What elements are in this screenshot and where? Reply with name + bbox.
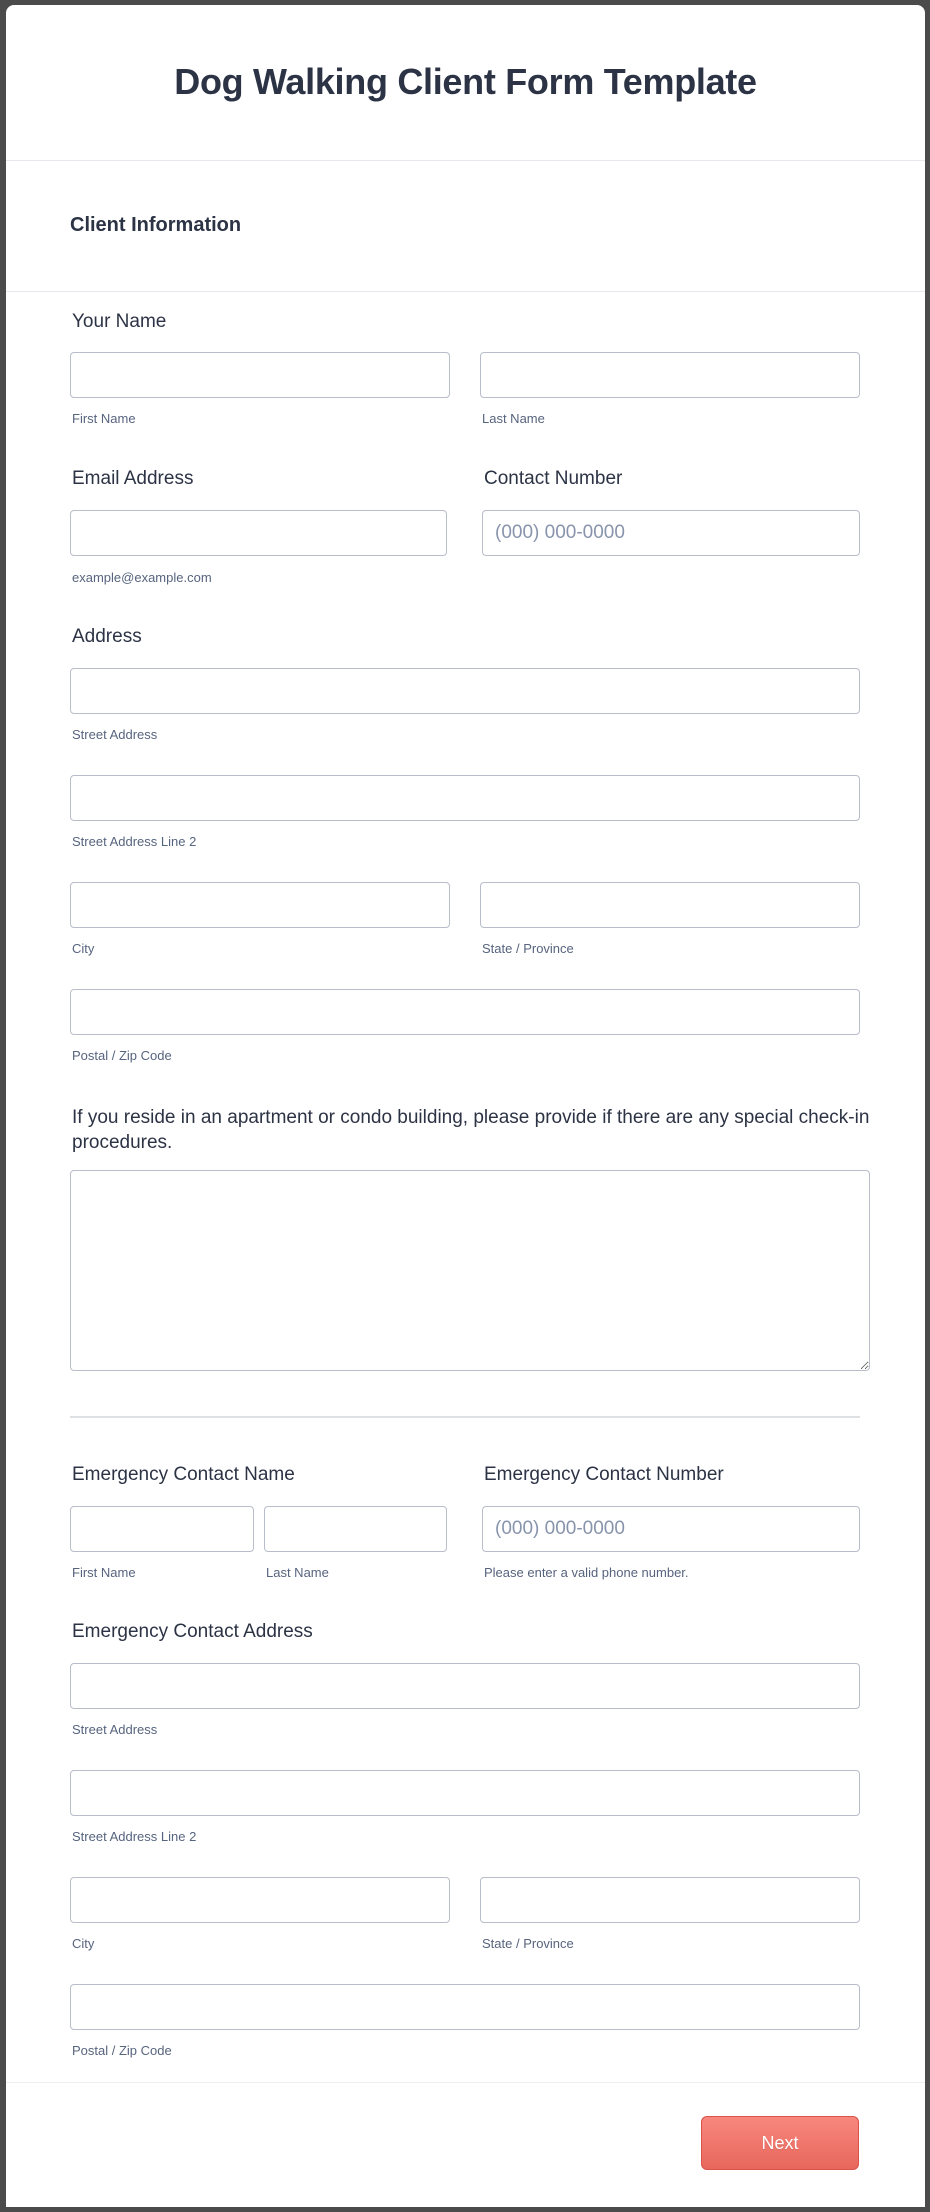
emergency-name-label: Emergency Contact Name (72, 1464, 295, 1485)
street-address-line2-sublabel: Street Address Line 2 (72, 834, 197, 849)
last-name-sublabel: Last Name (482, 411, 545, 426)
form-container (6, 5, 925, 2207)
emergency-street-address-line2-input[interactable] (70, 1770, 860, 1816)
emergency-zip-sublabel: Postal / Zip Code (72, 2043, 172, 2058)
your-name-label: Your Name (72, 311, 167, 332)
emergency-last-name-sublabel: Last Name (266, 1565, 329, 1580)
address-label: Address (72, 626, 142, 647)
emergency-street-address-sublabel: Street Address (72, 1722, 158, 1737)
form-title: Dog Walking Client Form Template (174, 61, 757, 102)
state-input[interactable] (480, 882, 860, 928)
email-label: Email Address (72, 468, 194, 489)
zip-sublabel: Postal / Zip Code (72, 1048, 172, 1063)
emergency-address-label: Emergency Contact Address (72, 1621, 313, 1642)
section-title: Client Information (70, 214, 242, 236)
emergency-city-input[interactable] (70, 1877, 450, 1923)
emergency-first-name-sublabel: First Name (72, 1565, 136, 1580)
section-separator (6, 291, 925, 292)
city-sublabel: City (72, 941, 95, 956)
emergency-first-name-input[interactable] (70, 1506, 254, 1552)
emergency-state-sublabel: State / Province (482, 1936, 574, 1951)
emergency-zip-input[interactable] (70, 1984, 860, 2030)
zip-input[interactable] (70, 989, 860, 1035)
next-button[interactable]: Next (701, 2116, 859, 2170)
emergency-number-label: Emergency Contact Number (484, 1464, 724, 1485)
check-in-textarea[interactable] (70, 1170, 870, 1371)
emergency-last-name-input[interactable] (264, 1506, 447, 1552)
contact-number-input[interactable] (482, 510, 860, 556)
city-input[interactable] (70, 882, 450, 928)
emergency-state-input[interactable] (480, 1877, 860, 1923)
last-name-input[interactable] (480, 352, 860, 398)
email-input[interactable] (70, 510, 447, 556)
first-name-input[interactable] (70, 352, 450, 398)
footer-separator (6, 2082, 925, 2083)
emergency-street-address-input[interactable] (70, 1663, 860, 1709)
emergency-number-sublabel: Please enter a valid phone number. (484, 1565, 689, 1580)
check-in-label: If you reside in an apartment or condo building, please provide if there are any special check-in procedures. (72, 1107, 870, 1153)
emergency-city-sublabel: City (72, 1936, 95, 1951)
street-address-sublabel: Street Address (72, 727, 158, 742)
section-divider (70, 1416, 860, 1418)
emergency-number-input[interactable] (482, 1506, 860, 1552)
email-sublabel: example@example.com (72, 570, 212, 585)
street-address-line2-input[interactable] (70, 775, 860, 821)
header-separator (6, 160, 925, 161)
contact-number-label: Contact Number (484, 468, 623, 489)
first-name-sublabel: First Name (72, 411, 136, 426)
state-sublabel: State / Province (482, 941, 574, 956)
emergency-street-address-line2-sublabel: Street Address Line 2 (72, 1829, 197, 1844)
street-address-input[interactable] (70, 668, 860, 714)
